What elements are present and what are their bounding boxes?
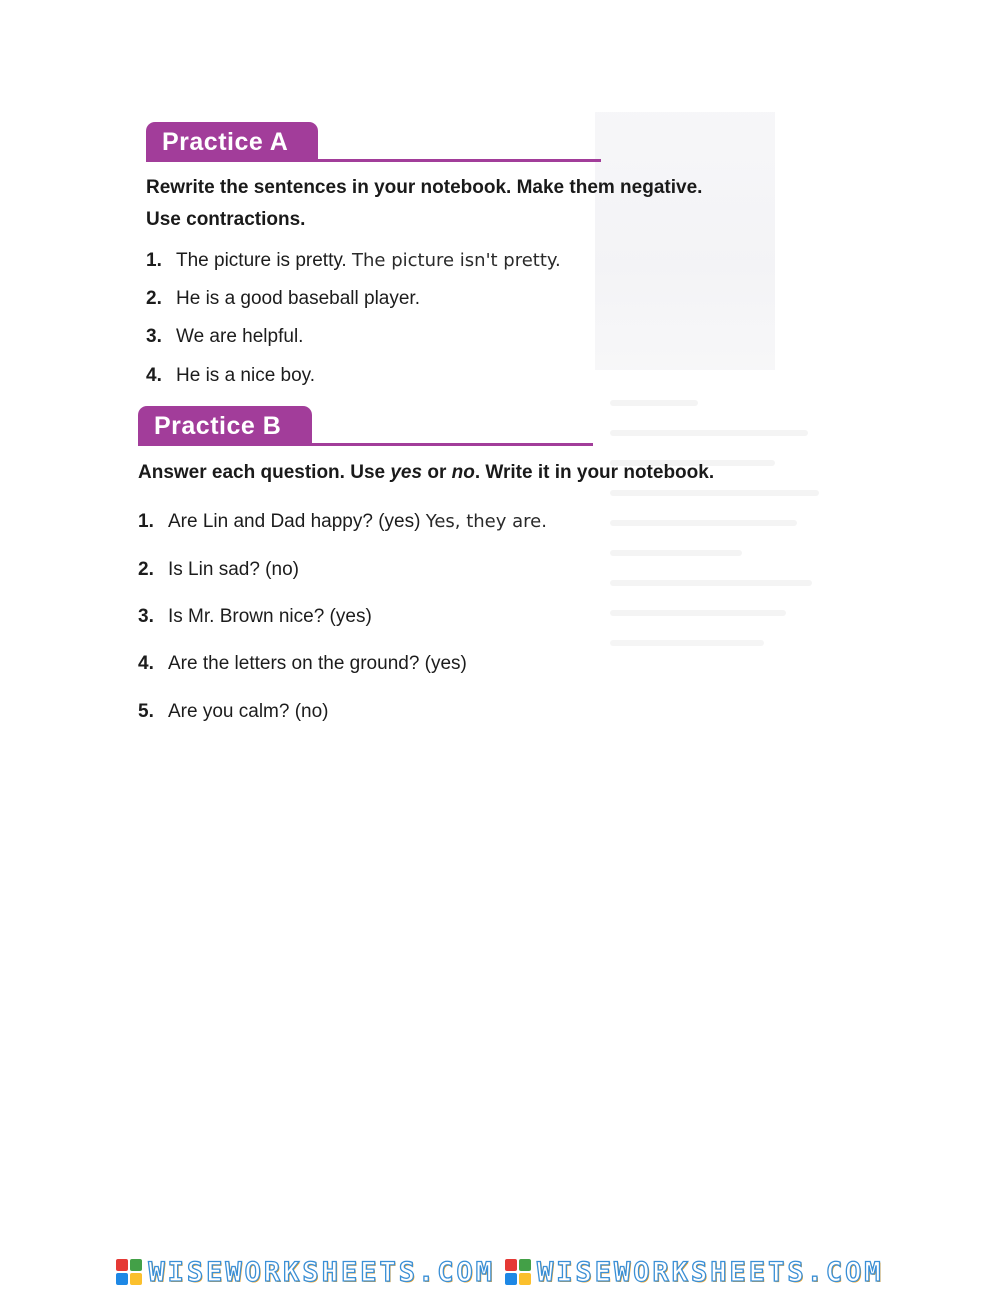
practice-b-item-1 — [138, 510, 547, 534]
practice-b-heading: Practice B — [138, 406, 312, 446]
practice-a-item-2 — [146, 287, 420, 311]
practice-b-item-3 — [138, 605, 372, 629]
practice-b-instruction-no: no — [451, 462, 475, 483]
practice-b-item-2 — [138, 558, 299, 582]
practice-a-instruction-line2: Use contractions. — [146, 209, 306, 230]
item-number: 5. — [138, 701, 154, 722]
item-text: He is a good baseball player. — [176, 288, 420, 309]
wiseworksheets-logo-icon — [116, 1259, 142, 1285]
practice-b-item-5 — [138, 700, 329, 724]
item-number: 3. — [138, 606, 154, 627]
item-answer: The picture isn't pretty. — [352, 250, 561, 271]
item-text: The picture is pretty. — [176, 250, 347, 271]
item-text: Are you calm? (no) — [168, 701, 329, 722]
item-text: Are the letters on the ground? (yes) — [168, 653, 467, 674]
brand-text: WISEWORKSHEETS.COM — [537, 1256, 884, 1288]
item-number: 4. — [138, 653, 154, 674]
practice-b-instruction-pre: Answer each question. Use — [138, 462, 391, 483]
item-answer: Yes, they are. — [425, 511, 547, 532]
practice-a-divider — [146, 159, 601, 162]
faded-background-text — [610, 400, 830, 730]
practice-b-instruction-yes: yes — [390, 462, 423, 483]
item-text: Is Lin sad? (no) — [168, 559, 299, 580]
brand-text: WISEWORKSHEETS.COM — [148, 1256, 495, 1288]
item-number: 3. — [146, 326, 162, 347]
item-number: 1. — [146, 250, 162, 271]
faded-background-panel — [595, 112, 775, 370]
practice-a-heading: Practice A — [146, 122, 318, 162]
brand-mark-1 — [116, 1257, 495, 1288]
practice-a-item-3 — [146, 325, 303, 349]
footer-watermark — [0, 1253, 1000, 1291]
practice-b-instruction — [138, 457, 798, 489]
brand-mark-2 — [505, 1257, 884, 1288]
practice-b-instruction-or: or — [422, 462, 452, 483]
item-text: He is a nice boy. — [176, 365, 316, 386]
item-text: Is Mr. Brown nice? (yes) — [168, 606, 372, 627]
item-number: 4. — [146, 365, 162, 386]
item-number: 1. — [138, 511, 154, 532]
practice-a-item-1 — [146, 249, 561, 273]
wiseworksheets-logo-icon — [505, 1259, 531, 1285]
practice-a-instruction-line1: Rewrite the sentences in your notebook. Make them negative. — [146, 177, 703, 198]
item-text: We are helpful. — [176, 326, 304, 347]
item-number: 2. — [146, 288, 162, 309]
item-text: Are Lin and Dad happy? (yes) — [168, 511, 421, 532]
item-number: 2. — [138, 559, 154, 580]
practice-a-item-4 — [146, 364, 315, 388]
practice-b-divider — [138, 443, 593, 446]
practice-a-instruction — [146, 172, 786, 236]
practice-b-item-4 — [138, 652, 467, 676]
practice-b-instruction-post: . Write it in your notebook. — [474, 462, 715, 483]
